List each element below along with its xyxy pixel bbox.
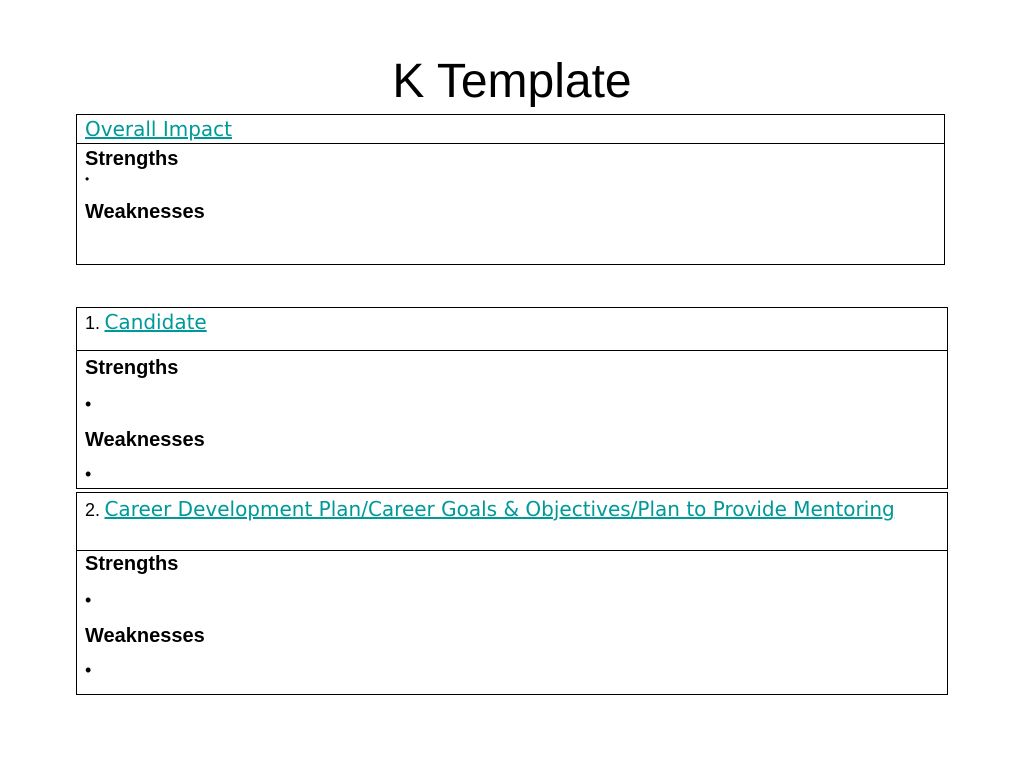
- weaknesses-label: Weaknesses: [85, 429, 205, 451]
- career-development-header: [77, 493, 947, 551]
- strengths-label: Strengths: [85, 553, 179, 575]
- weaknesses-label: Weaknesses: [85, 625, 205, 647]
- weaknesses-label: Weaknesses: [85, 201, 205, 223]
- candidate-header: [77, 308, 947, 351]
- strengths-label: Strengths: [85, 148, 179, 170]
- overall-impact-body: [77, 144, 944, 224]
- section-number: 2.: [85, 500, 101, 520]
- overall-impact-box: [76, 114, 945, 265]
- candidate-box: [76, 307, 948, 489]
- strengths-bullet: •: [85, 394, 92, 414]
- overall-impact-header: [77, 115, 944, 144]
- weaknesses-bullet: •: [85, 660, 92, 680]
- career-development-link[interactable]: Career Development Plan/Career Goals & Objectives/Plan to Provide Mentoring: [104, 497, 895, 521]
- candidate-link[interactable]: Candidate: [104, 310, 207, 334]
- career-development-body: [77, 551, 947, 683]
- strengths-bullet: •: [85, 590, 92, 610]
- overall-impact-link[interactable]: Overall Impact: [85, 117, 233, 141]
- section-number: 1.: [85, 313, 101, 333]
- career-development-box: [76, 492, 948, 695]
- strengths-bullet: •: [85, 172, 90, 186]
- weaknesses-bullet: •: [85, 464, 92, 484]
- strengths-label: Strengths: [85, 357, 179, 379]
- candidate-body: [77, 355, 947, 487]
- slide-title: K Template: [392, 55, 632, 108]
